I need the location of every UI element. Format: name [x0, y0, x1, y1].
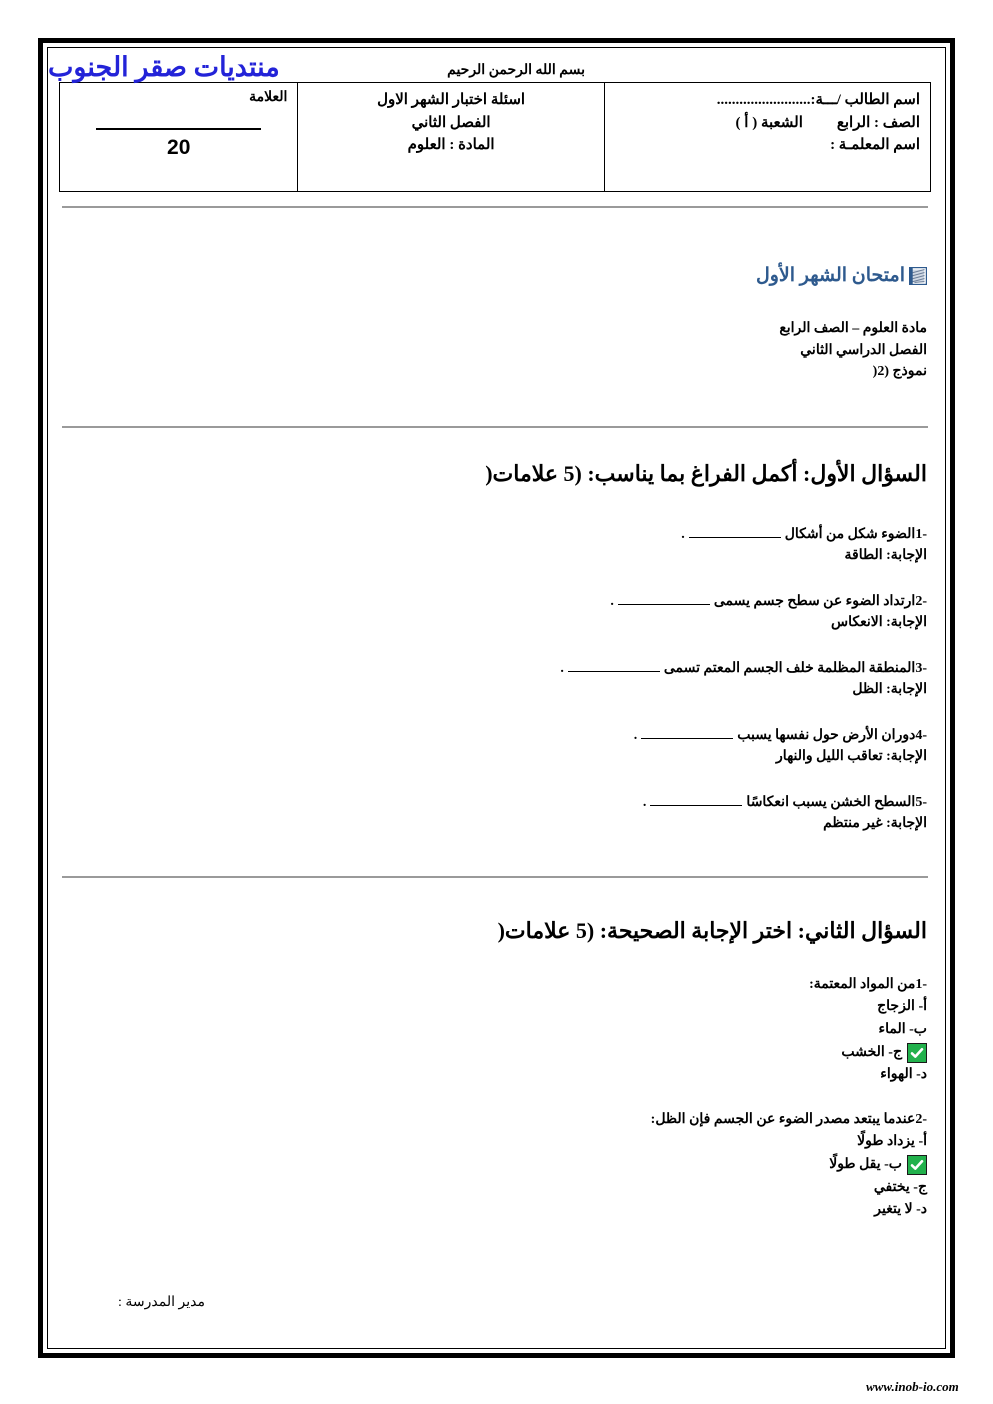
question-1-heading: السؤال الأول: أكمل الفراغ بما يناسب: (5 علامات( — [485, 461, 927, 486]
forum-watermark: منتديات صقر الجنوب — [48, 52, 280, 82]
mcq-option-label: د- لا يتغير — [874, 1202, 927, 1218]
mcq-item — [67, 1109, 927, 1222]
mark-rule — [96, 128, 261, 130]
mcq-option-label: ج- يختفي — [873, 1179, 927, 1195]
question-2-items — [67, 974, 927, 1244]
section-divider-1 — [62, 206, 928, 208]
fill-blank-item — [67, 591, 927, 633]
exam-subtitle-line-1: مادة العلوم – الصف الرابع — [779, 321, 927, 336]
mcq-option-label: أ- يزداد طولًا — [857, 1134, 927, 1150]
fill-blank-line[interactable] — [650, 794, 742, 806]
fill-blank-prompt — [67, 792, 927, 813]
mcq-option[interactable] — [67, 996, 927, 1019]
fill-blank-prompt — [67, 658, 927, 679]
document-content — [48, 46, 945, 1351]
mark-cell — [60, 83, 297, 191]
book-icon — [909, 267, 927, 285]
fill-blank-line[interactable] — [618, 593, 710, 605]
mcq-option[interactable] — [67, 1177, 927, 1200]
mcq-option[interactable] — [67, 1154, 927, 1177]
fill-blank-item — [67, 725, 927, 767]
fill-blank-item — [67, 658, 927, 700]
mcq-option[interactable] — [67, 1019, 927, 1042]
question-2-heading: السؤال الثاني: اختر الإجابة الصحيحة: (5 علامات( — [497, 918, 927, 943]
checkmark-icon[interactable] — [907, 1043, 927, 1063]
fill-blank-answer: الإجابة: الانعكاس — [831, 615, 927, 630]
fill-blank-prompt-text: -4دوران الأرض حول نفسها يسبب — [737, 728, 927, 743]
mcq-option-label: أ- الزجاج — [877, 999, 927, 1015]
exam-title-cell — [297, 83, 603, 191]
mcq-option[interactable] — [67, 1042, 927, 1065]
fill-blank-prompt-suffix: . — [681, 527, 685, 542]
exam-subtitle-line-3: نموذج (2( — [872, 364, 927, 380]
mcq-stem: -1من المواد المعتمة: — [809, 977, 927, 992]
section-divider-3 — [62, 876, 928, 878]
fill-blank-prompt-text: -5السطح الخشن يسبب انعكاسًا — [746, 795, 927, 810]
fill-blank-prompt-text: -2ارتداد الضوء عن سطح جسم يسمى — [713, 594, 927, 609]
fill-blank-prompt-suffix: . — [642, 795, 647, 810]
mcq-stem: -2عندما يبتعد مصدر الضوء عن الجسم فإن الظل: — [650, 1112, 927, 1128]
grade-field: الصف : الرابع — [836, 114, 920, 131]
fill-blank-line[interactable] — [641, 727, 733, 739]
exam-subtitle-block — [779, 318, 927, 383]
grade-section-row — [615, 112, 920, 135]
fill-blank-prompt-text: -1الضوء شكل من أشكال — [784, 527, 927, 542]
fill-blank-prompt — [67, 591, 927, 612]
fill-blank-line[interactable] — [568, 660, 660, 672]
question-1-items — [67, 524, 927, 859]
footer-website-url: www.inob-io.com — [866, 1379, 959, 1394]
fill-blank-prompt-suffix: . — [560, 661, 564, 676]
mark-label: العلامة — [249, 90, 288, 105]
mcq-option[interactable] — [67, 1131, 927, 1154]
exam-title-line-1: اسئلة اختبار الشهر الاول — [377, 92, 526, 108]
student-name-field[interactable]: اسم الطالب /ـــة:......................... — [716, 92, 920, 108]
section-divider-2 — [62, 426, 928, 428]
fill-blank-answer: الإجابة: تعاقب الليل والنهار — [776, 749, 927, 764]
checkmark-icon[interactable] — [907, 1155, 927, 1175]
mcq-option-label: ب- يقل طولًا — [829, 1157, 902, 1173]
mark-value: 20 — [167, 136, 191, 159]
exam-heading-row — [756, 264, 927, 287]
mcq-option-label: ب- الماء — [878, 1022, 927, 1038]
exam-subtitle-line-2: الفصل الدراسي الثاني — [800, 342, 927, 358]
mcq-option[interactable] — [67, 1199, 927, 1222]
fill-blank-answer: الإجابة: الظل — [852, 682, 927, 697]
fill-blank-answer: الإجابة: الطاقة — [844, 548, 927, 563]
fill-blank-line[interactable] — [689, 526, 781, 538]
principal-signature-label: مدير المدرسة : — [118, 1295, 205, 1310]
fill-blank-answer: الإجابة: غير منتظم — [823, 816, 927, 831]
fill-blank-prompt-suffix: . — [610, 594, 614, 609]
section-field: الشعبة ( أ ) — [735, 114, 803, 131]
fill-blank-prompt-text: -3المنطقة المظلمة خلف الجسم المعتم تسمى — [663, 661, 927, 676]
exam-title-line-3: المادة : العلوم — [407, 137, 495, 153]
basmala-text: بسم الله الرحمن الرحيم — [447, 63, 585, 78]
exam-header-table — [59, 82, 931, 192]
fill-blank-prompt — [67, 725, 927, 746]
mcq-item — [67, 974, 927, 1087]
fill-blank-item — [67, 524, 927, 566]
exam-title-line-2: الفصل الثاني — [411, 114, 491, 131]
fill-blank-item — [67, 792, 927, 834]
teacher-name-field[interactable]: اسم المعلمـة : — [830, 137, 920, 153]
student-info-cell — [604, 83, 930, 191]
mcq-option[interactable] — [67, 1064, 927, 1087]
fill-blank-prompt-suffix: . — [633, 728, 638, 743]
mcq-option-label: د- الهواء — [880, 1067, 927, 1083]
exam-heading-title: امتحان الشهر الأول — [755, 265, 905, 286]
fill-blank-prompt — [67, 524, 927, 545]
mcq-option-label: ج- الخشب — [841, 1044, 902, 1060]
